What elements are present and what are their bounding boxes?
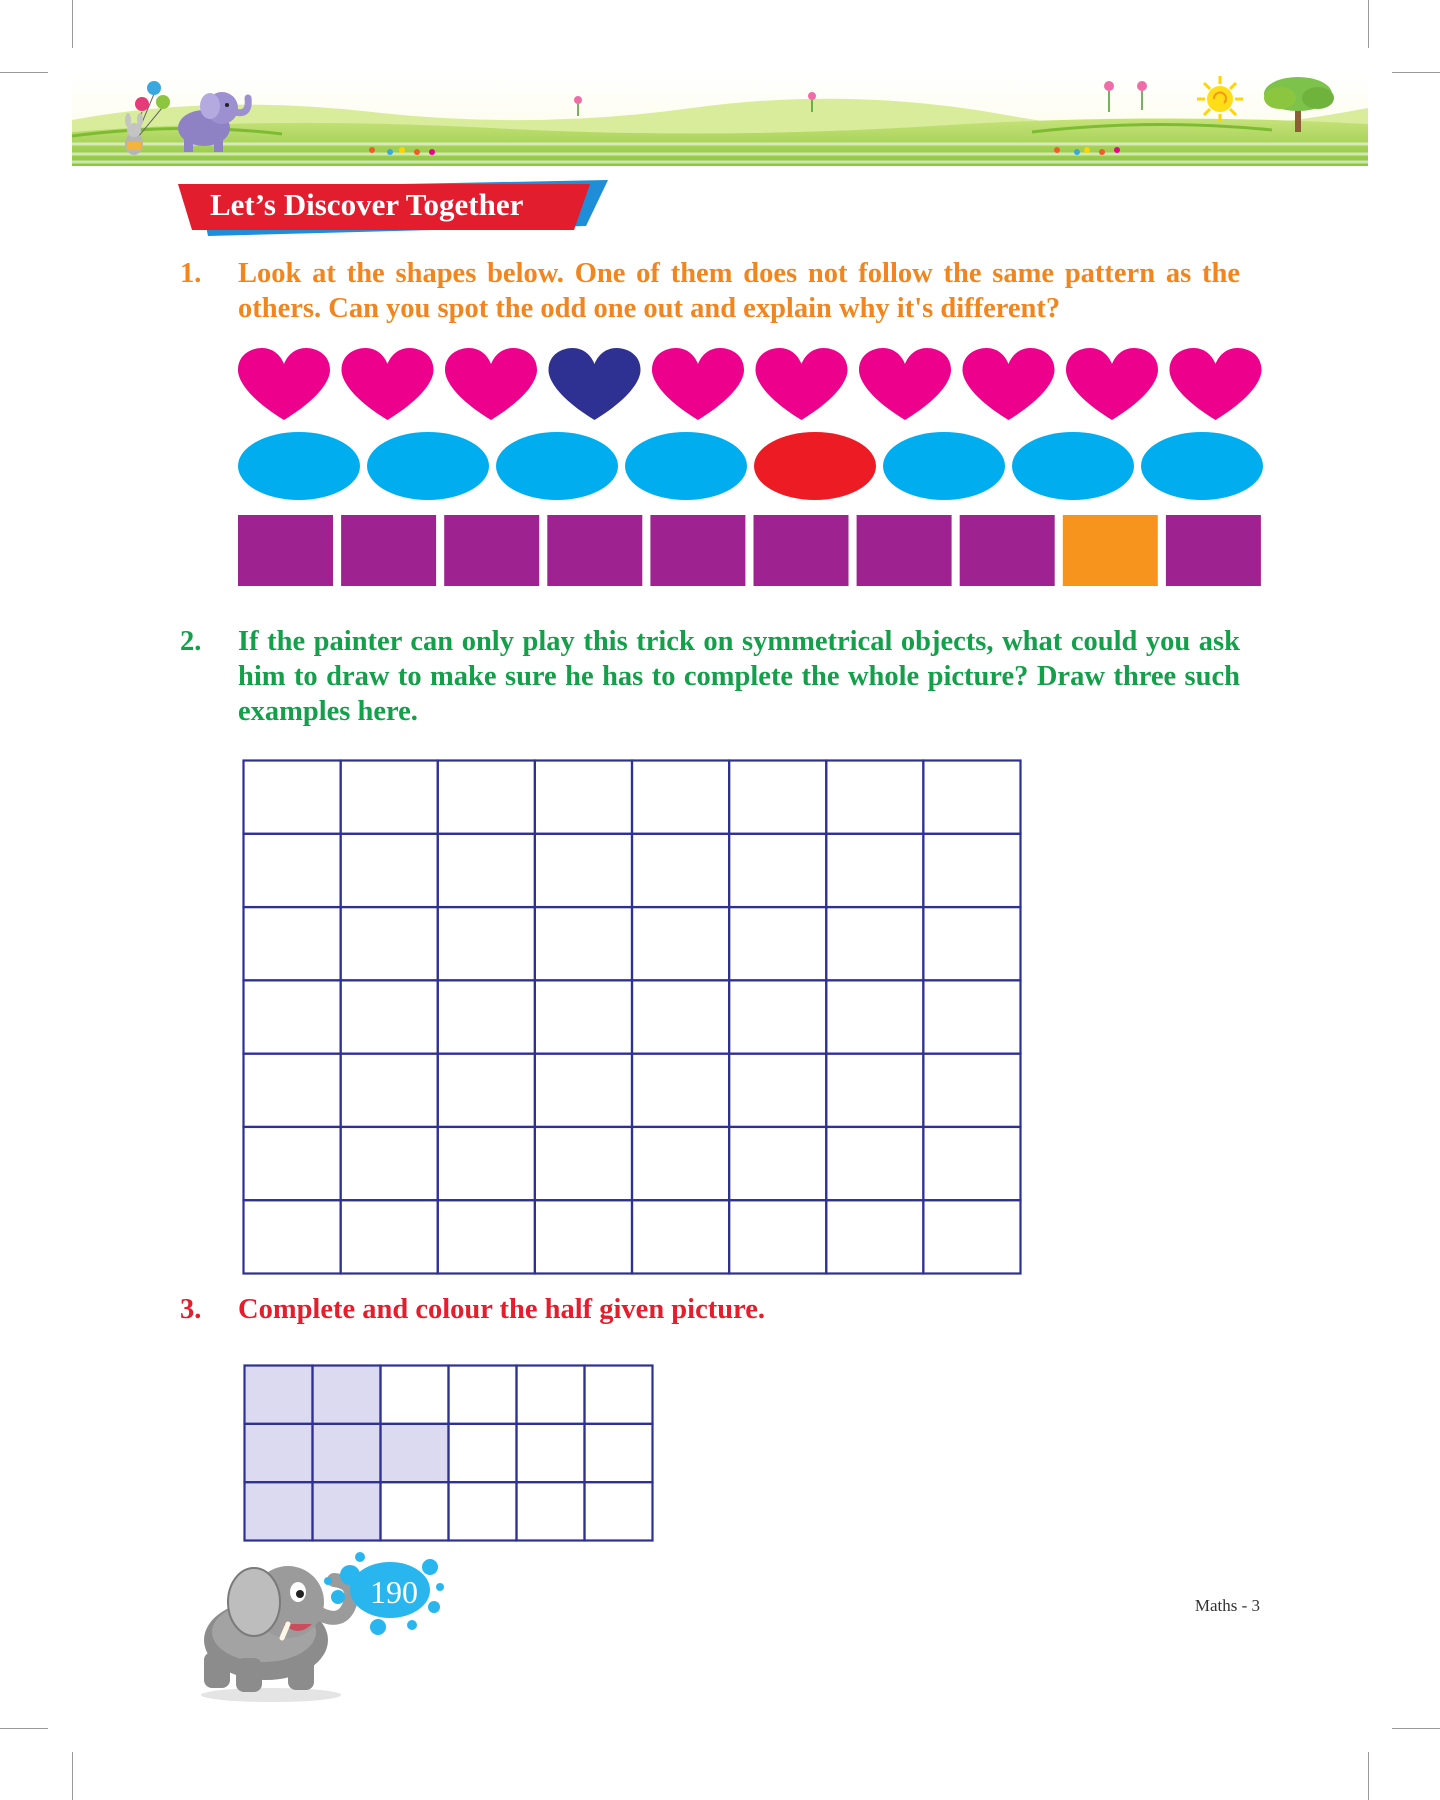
grid-cell[interactable] xyxy=(826,834,923,907)
grid-cell[interactable] xyxy=(826,1200,923,1273)
oval xyxy=(625,432,747,500)
grid-cell[interactable] xyxy=(438,1127,535,1200)
heart xyxy=(859,348,951,420)
shaded-cell xyxy=(313,1424,381,1482)
grid-cell[interactable] xyxy=(923,834,1020,907)
grid-cell[interactable] xyxy=(438,834,535,907)
drawing-grid[interactable] xyxy=(242,759,1022,1275)
grid-cell[interactable] xyxy=(585,1482,653,1540)
grid-cell[interactable] xyxy=(517,1424,585,1482)
grid-cell[interactable] xyxy=(449,1424,517,1482)
heart xyxy=(445,348,537,420)
oval xyxy=(496,432,618,500)
grid-cell[interactable] xyxy=(632,834,729,907)
oval xyxy=(238,432,360,500)
grid-cell[interactable] xyxy=(826,980,923,1053)
grid-cell[interactable] xyxy=(381,1482,449,1540)
grid-cell[interactable] xyxy=(438,980,535,1053)
oval xyxy=(1012,432,1134,500)
grid-cell[interactable] xyxy=(438,1200,535,1273)
grid-cell[interactable] xyxy=(438,761,535,834)
grid-cell[interactable] xyxy=(729,761,826,834)
page-number: 190 xyxy=(370,1574,418,1610)
grid-cell[interactable] xyxy=(244,1127,341,1200)
grid-cell[interactable] xyxy=(535,980,632,1053)
grid-cell[interactable] xyxy=(585,1424,653,1482)
shaded-cell xyxy=(245,1424,313,1482)
grid-cell[interactable] xyxy=(729,980,826,1053)
heart xyxy=(756,348,848,420)
grid-cell[interactable] xyxy=(535,761,632,834)
question-text: Look at the shapes below. One of them does not follow the same pattern as the others. Can you spot the odd one out and explain why it's different? xyxy=(238,258,1240,324)
square xyxy=(857,515,952,586)
grid-cell[interactable] xyxy=(729,834,826,907)
grid-cell[interactable] xyxy=(923,1200,1020,1273)
question-number: 3. xyxy=(180,1294,202,1325)
section-title: Let’s Discover Together xyxy=(210,187,524,222)
square-odd xyxy=(1063,515,1158,586)
crop-mark xyxy=(1368,1752,1369,1800)
grid-cell[interactable] xyxy=(535,907,632,980)
grid-cell[interactable] xyxy=(632,980,729,1053)
grid-cell[interactable] xyxy=(517,1366,585,1424)
square xyxy=(960,515,1055,586)
grid-cell[interactable] xyxy=(826,907,923,980)
grid-cell[interactable] xyxy=(632,1200,729,1273)
heart xyxy=(963,348,1055,420)
grid-cell[interactable] xyxy=(632,1054,729,1127)
grid-cell[interactable] xyxy=(729,907,826,980)
grid-cell[interactable] xyxy=(244,1200,341,1273)
square xyxy=(341,515,436,586)
heart-odd xyxy=(549,348,641,420)
crop-mark xyxy=(0,1728,48,1729)
grid-cell[interactable] xyxy=(438,1054,535,1127)
grid-cell[interactable] xyxy=(632,1127,729,1200)
square xyxy=(547,515,642,586)
square xyxy=(650,515,745,586)
grid-cell[interactable] xyxy=(449,1482,517,1540)
shaded-cell xyxy=(245,1366,313,1424)
grid-cell[interactable] xyxy=(729,1200,826,1273)
grid-cell[interactable] xyxy=(535,834,632,907)
oval-odd xyxy=(754,432,876,500)
grid-cell[interactable] xyxy=(341,834,438,907)
grid-cell[interactable] xyxy=(244,980,341,1053)
grid-cell[interactable] xyxy=(826,761,923,834)
heart xyxy=(1170,348,1262,420)
grid-cell[interactable] xyxy=(341,907,438,980)
heart xyxy=(238,348,330,420)
grid-cell[interactable] xyxy=(585,1366,653,1424)
odd-one-out-shapes xyxy=(0,0,1440,600)
grid-cell[interactable] xyxy=(632,761,729,834)
grid-cell[interactable] xyxy=(923,1127,1020,1200)
half-picture-grid[interactable] xyxy=(243,1364,654,1542)
grid-cell[interactable] xyxy=(244,1054,341,1127)
grid-cell[interactable] xyxy=(244,907,341,980)
grid-cell[interactable] xyxy=(535,1200,632,1273)
grid-cell[interactable] xyxy=(729,1127,826,1200)
grid-cell[interactable] xyxy=(826,1127,923,1200)
grid-cell[interactable] xyxy=(244,761,341,834)
grid-cell[interactable] xyxy=(341,980,438,1053)
grid-cell[interactable] xyxy=(341,1127,438,1200)
grid-cell[interactable] xyxy=(923,907,1020,980)
grid-cell[interactable] xyxy=(535,1054,632,1127)
heart xyxy=(342,348,434,420)
question-number: 1. xyxy=(180,258,202,289)
shaded-cell xyxy=(313,1482,381,1540)
grid-cell[interactable] xyxy=(729,1054,826,1127)
crop-mark xyxy=(1392,1728,1440,1729)
grid-cell[interactable] xyxy=(341,1200,438,1273)
square xyxy=(1166,515,1261,586)
oval xyxy=(1141,432,1263,500)
subject-label: Maths - 3 xyxy=(1194,1596,1260,1615)
question-number: 2. xyxy=(180,626,202,657)
grid-cell[interactable] xyxy=(535,1127,632,1200)
grid-cell[interactable] xyxy=(826,1054,923,1127)
grid-cell[interactable] xyxy=(923,761,1020,834)
oval xyxy=(367,432,489,500)
heart xyxy=(1066,348,1158,420)
grid-cell[interactable] xyxy=(381,1366,449,1424)
heart xyxy=(652,348,744,420)
grid-cell[interactable] xyxy=(923,1054,1020,1127)
crop-mark xyxy=(72,1752,73,1800)
grid-cell[interactable] xyxy=(923,980,1020,1053)
shaded-cell xyxy=(245,1482,313,1540)
square xyxy=(238,515,333,586)
square xyxy=(444,515,539,586)
grid-cell[interactable] xyxy=(244,834,341,907)
shaded-cell xyxy=(313,1366,381,1424)
shaded-cell xyxy=(381,1424,449,1482)
grid-cell[interactable] xyxy=(341,1054,438,1127)
grid-cell[interactable] xyxy=(632,907,729,980)
grid-cell[interactable] xyxy=(438,907,535,980)
grid-cell[interactable] xyxy=(517,1482,585,1540)
grid-cell[interactable] xyxy=(449,1366,517,1424)
question-text: Complete and colour the half given picture. xyxy=(238,1294,765,1325)
grid-cell[interactable] xyxy=(341,761,438,834)
question-text: If the painter can only play this trick on symmetrical objects, what could you ask him to draw to make sure he has to complete the whole picture? Draw three such examples here. xyxy=(238,626,1240,727)
oval xyxy=(883,432,1005,500)
square xyxy=(754,515,849,586)
